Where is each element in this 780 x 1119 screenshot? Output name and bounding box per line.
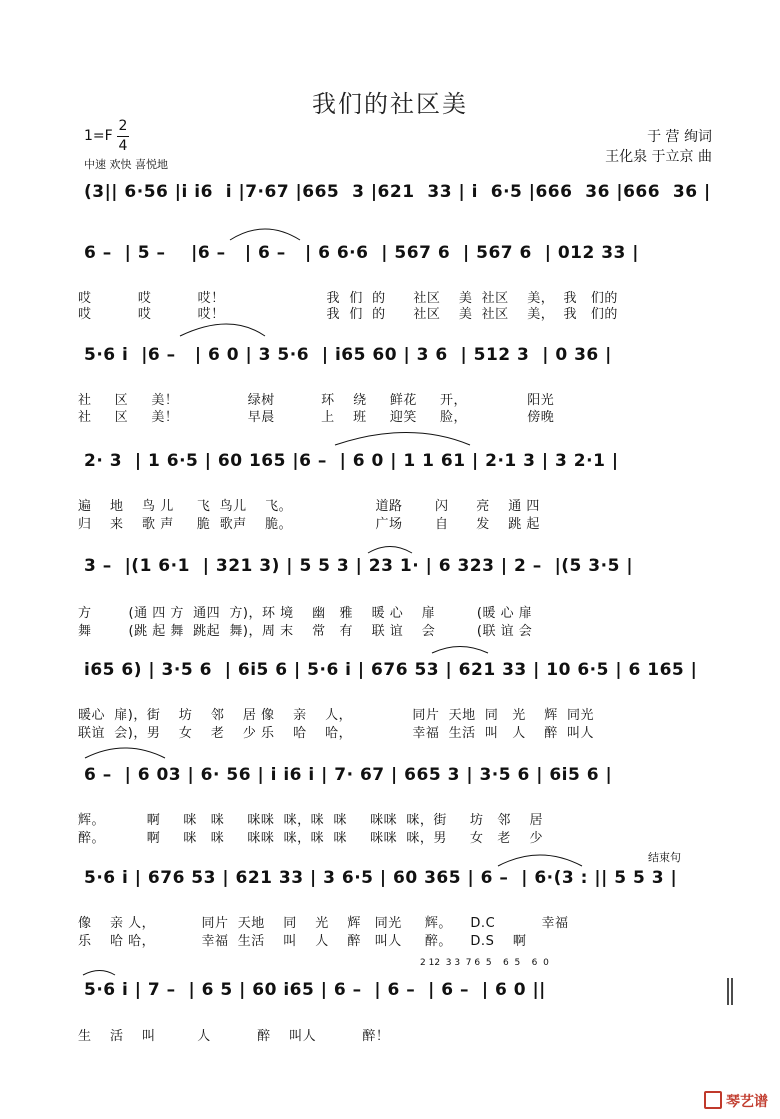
lyric-line-2-verse-1: 哎 哎 哎！ 我 们 的 社区 美 社区 美， 我 们的 [78, 291, 618, 306]
composer-credit: 王化泉 于立京 曲 [605, 149, 712, 165]
lyric-line-3-verse-1: 社 区 美！ 绿树 环 绕 鲜花 开， 阳光 [78, 393, 555, 408]
song-title: 我们的社区美 [312, 90, 468, 118]
lyric-line-6-verse-2: 联谊 会)，男 女 老 少 乐 哈 哈， 幸福 生活 叫 人 醉 叫人 [78, 726, 595, 741]
lyric-line-5-verse-1: 方 (通 四 方 通四 方)，环 境 幽 雅 暖 心 扉 (暖 心 扉 [78, 606, 533, 621]
music-line-4: 2· 3 | 1 6·5 | 60 165 |6 – | 6 0 | 1 1 61 | 2·1 3 | 3 2·1 | [84, 451, 619, 471]
logo-icon [704, 1091, 722, 1109]
time-signature-top: 2 [118, 118, 128, 134]
music-line-9: 5·6 i | 7 – | 6 5 | 60 i65 | 6 – | 6 – | 6 – | 6 0 || [84, 980, 546, 1000]
slur-arc [85, 748, 165, 758]
lyric-line-4-verse-1: 遍 地 鸟 儿 飞 鸟儿 飞。 道路 闪 亮 通 四 [78, 499, 540, 514]
key-signature: 1=F [84, 128, 113, 144]
lyric-line-4-verse-2: 归 来 歌 声 脆 歌声 脆。 广场 自 发 跳 起 [78, 517, 540, 532]
time-signature-bottom: 4 [118, 138, 128, 154]
music-line-1: (3|| 6·56 |i i6 i |7·67 |665 3 |621 33 | i 6·5 |666 36 |666 36 | [84, 182, 711, 202]
music-line-8: 5·6 i | 676 53 | 621 33 | 3 6·5 | 60 365 | 6 – | 6·(3 : || 5 5 3 | [84, 868, 678, 888]
music-line-3: 5·6 i |6 – | 6 0 | 3 5·6 | i65 60 | 3 6 | 512 3 | 0 36 | [84, 345, 612, 365]
tempo-marking: 中速 欢快 喜悦地 [84, 158, 168, 171]
lyric-line-5-verse-2: 舞 (跳 起 舞 跳起 舞)，周 末 常 有 联 谊 会 (联 谊 会 [78, 624, 533, 639]
lyric-line-8-verse-1: 像 亲 人， 同片 天地 同 光 辉 同光 辉。 D.C 幸福 [78, 916, 569, 931]
music-line-7: 6 – | 6 03 | 6· 56 | i i6 i | 7· 67 | 665 3 | 3·5 6 | 6i5 6 | [84, 765, 613, 785]
slur-arc [335, 433, 470, 446]
slur-arc [498, 855, 582, 866]
music-line-5: 3 – |(1 6·1 | 321 3) | 5 5 3 | 23 1· | 6 323 | 2 – |(5 3·5 | [84, 556, 634, 576]
lyric-line-9-verse-1: 生 活 叫 人 醉 叫人 醉！ [78, 1029, 390, 1044]
ossia-line: 2 12 3 3 7 6 5 6 5 6 0 [420, 958, 549, 968]
logo-text: 琴艺谱 [726, 1094, 768, 1110]
slur-arc [83, 971, 115, 976]
slur-arc [368, 547, 412, 554]
slur-arc [230, 229, 300, 240]
slur-arc [432, 647, 488, 654]
music-line-6: i65 6) | 3·5 6 | 6i5 6 | 5·6 i | 676 53 | 621 33 | 10 6·5 | 6 165 | [84, 660, 698, 680]
coda-label: 结束句 [648, 851, 681, 864]
lyric-line-3-verse-2: 社 区 美！ 早晨 上 班 迎笑 脸， 傍晚 [78, 410, 555, 425]
lyric-line-7-verse-2: 醉。 啊 咪 咪 咪咪 咪，咪 咪 咪咪 咪，男 女 老 少 [78, 831, 543, 846]
music-line-2: 6 – | 5 – |6 – | 6 – | 6 6·6 | 567 6 | 567 6 | 012 33 | [84, 243, 640, 263]
lyric-line-2-verse-2: 哎 哎 哎！ 我 们 的 社区 美 社区 美， 我 们的 [78, 307, 618, 322]
lyric-line-7-verse-1: 辉。 啊 咪 咪 咪咪 咪，咪 咪 咪咪 咪，街 坊 邻 居 [78, 813, 543, 828]
lyricist-credit: 于 营 绚词 [647, 129, 712, 145]
lyric-line-8-verse-2: 乐 哈 哈， 幸福 生活 叫 人 醉 叫人 醉。 D.S 啊 [78, 934, 527, 949]
slur-arc [180, 324, 265, 336]
brand-logo [704, 1091, 768, 1111]
lyric-line-6-verse-1: 暖心 扉)，街 坊 邻 居 像 亲 人， 同片 天地 同 光 辉 同光 [78, 708, 595, 723]
